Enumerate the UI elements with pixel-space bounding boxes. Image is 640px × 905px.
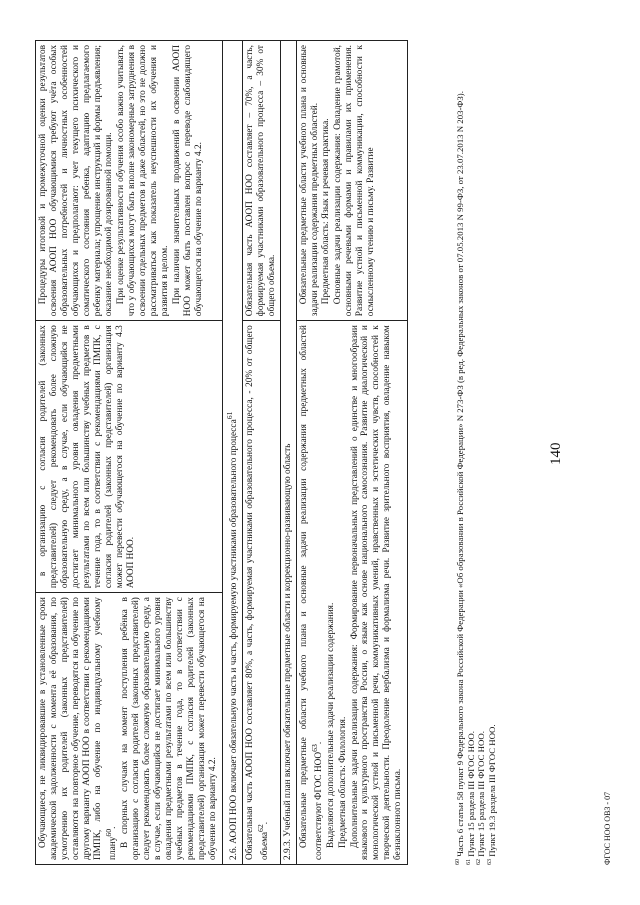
cell-col3: Обязательная часть АООП НОО составляет – 70%, а часть, формируемая участниками образовательного процесса – 30% от общего объема.: [242, 41, 280, 321]
footnote-number: 61: [465, 859, 472, 865]
comparison-table: [35, 40, 408, 865]
footnote-number: 60: [455, 859, 462, 865]
paragraph: Выделяются дополнительные задачи реализации содержания.: [325, 602, 336, 848]
cell-col2: [36, 321, 223, 593]
footnote-text: Пункт 15 раздела III ФГОС НОО.: [465, 731, 476, 857]
table-row: [36, 41, 223, 865]
paragraph: Обязательные предметные области учебного плана и основные задачи реализации содержания предметных областей.: [298, 45, 320, 317]
section-header: [222, 41, 242, 865]
footnote-ref: 63: [309, 744, 319, 752]
paragraph: Дополнительные задачи реализации содержания: Формирование первоначальных представлений о единстве и многообразии языкового и культурного пространства России, о языке как основе национального самосознания. Развитие диалогической и монологической устной и письменной речи, коммуникативных умений, нравственных и эстетических чувств, способностей к творческой деятельности. Преодоление вербализма и формализма речи. Развитие зрительного восприятия, овладение навыком безнаклонного письма.: [349, 325, 404, 860]
paragraph: Предметная область: Язык и речевая практика.: [321, 118, 332, 305]
footnote-number: 62: [476, 859, 483, 865]
paragraph: При оценке результативности обучения особо важно учитывать, что у обучающихся могут быть вполне закономерные затруднения в освоении отдельных предметов и даже областей, но это не должно рассматриваться как показатель неуспешности их обучения и развития в целом.: [115, 45, 170, 317]
section-header: 2.9.3. Учебный план включает обязательные предметные области и коррекционно-развивающую область: [280, 41, 296, 865]
table-row: [242, 41, 280, 865]
footnote-text: Часть 6 статьи 58 пункт 9 Федерального закона Российской Федерации «Об образовании в Российской Федерации» N 273-ФЗ (в ред. Федеральных законов от 07.05.2013 N 99-ФЗ, от 23.07.2013 N 203-ФЗ).: [455, 91, 465, 857]
paragraph: В спорных случаях на момент поступления ребёнка в организацию с согласия родителей (законных представителей) следует рекомендовать более сложную образовательную среду, а в случае, если обучающийся не достигает минимального уровня овладения предметными результатами по всем или большинству учебных предметов в течение года, то в соответствии с рекомендациями ПМПК, с согласия родителей (законных представителей) организация может перевести обучающегося на обучение по варианту 4.2.: [119, 597, 218, 860]
footnote-number: 63: [487, 859, 494, 865]
footnote: [487, 40, 498, 865]
footnote: [455, 40, 466, 865]
footnote-text: Пункт 19.3 раздела III ФГОС НОО.: [487, 724, 498, 857]
cell-col1: Обучающиеся, не ликвидировавшие в установленные сроки академической задолженности с момента её образования, по усмотрению их родителей (законных представителей) оставляются на повторное обучение, переводятся на обучение по другому варианту АООП НОО в соответствии с рекомендациями ПМПК, либо на обучение по индивидуальному учебному плану$^{60}$. В спорных случаях на момент поступления ребёнка в организацию с согласия родителей (законных представителей) следует рекомендовать более сложную образовательную среду, а в случае, если обучающийся не достигает минимального уровня овладения предметными результатами по всем или большинству учебных предметов в течение года, то в соответствии с рекомендациями ПМПК, с согласия родителей (законных представителей) организация может перевести обучающегося на обучение по варианту 4.2.: [36, 593, 223, 865]
paragraph: Обучающиеся, не ликвидировавшие в установленные сроки академической задолженности с момента её образования, по усмотрению их родителей (законных представителей) оставляются на повторное обучение, переводятся на обучение по другому варианту АООП НОО в соответствии с рекомендациями ПМПК, либо на обучение по индивидуальному учебному плану: [38, 597, 118, 860]
paragraph: Процедуры итоговой и промежуточной оценки результатов освоения АООП НОО обучающимися требуют учёта особых образовательных потребностей и личностных особенностей обучающихся и предполагают: учет текущего психического и соматического состояния ребенка, адаптацию предлагаемого ребенку материала; упрощение инструкций и формы предъявления; оказание необходимой дозированной помощи.: [38, 45, 114, 317]
header-text: 2.6. АООП НОО включает обязательную часть и часть, формируемую участниками образовательного процесса: [228, 419, 239, 860]
table-row: [296, 41, 408, 865]
footnote-ref: 61: [224, 411, 234, 420]
footnote-text: Пункт 15 раздела III ФГОС НОО.: [476, 731, 487, 857]
document-code: ФГОС НОО ОВЗ - 07: [603, 791, 612, 865]
paragraph: Обязательная часть АООП НОО составляет 80%, а часть, формируемая участниками образовательного процесса, - 20% от общего объема: [244, 325, 270, 860]
paragraph: При наличии значительных продвижений в освоении АООП НОО может быть поставлен вопрос о переводе слабовидящего обучающегося на обучение по варианту 4.2.: [171, 45, 204, 317]
footnote-ref: 60: [103, 828, 113, 837]
paragraph: Обязательные предметные области учебного плана и основные задачи реализации содержания предметных областей соответствуют ФГОС НОО: [298, 325, 324, 860]
footnotes: [455, 40, 498, 865]
page-number: 140: [548, 442, 564, 465]
paragraph: Предметная область: Филология.: [337, 716, 348, 848]
paragraph: в организацию с согласия родителей (законных представителей) следует рекомендовать более сложную образовательную среду, а в случае, если обучающийся не достигает минимального уровня овладения предметными результатами по всем или большинству учебных предметов в течение года, то в соответствии с рекомендациями ПМПК, с согласия родителей (законных представителей) организация может перевести обучающегося на обучение по варианту 4.3 АООП НОО.: [38, 325, 136, 589]
paragraph: Основные задачи реализации содержания: Овладение грамотой, основными речевыми формами и правилами их применения. Развитие устной и письменной коммуникации, способности к осмысленному чтению и письму. Развитие: [333, 45, 377, 317]
footnote: [466, 40, 477, 865]
cell-col3: [36, 41, 223, 321]
footnote: [476, 40, 487, 865]
table-row: [222, 41, 242, 865]
cell-col3: [296, 41, 408, 321]
cell-col12: Обязательные предметные области учебного плана и основные задачи реализации содержания предметных областей соответствуют ФГОС НОО$^{63}$. Выделяются дополнительные задачи реализации содержания. Предметная область: Филология. Дополнительные задачи реализации содержания: Формирование первоначальных представлений о единстве и многообразии языкового и культурного пространства России, о языке как основе национального самосознания. Развитие диалогической и монологической устной и письменной речи, коммуникативных умений, нравственных и эстетических чувств, способностей к творческой деятельности. Преодоление вербализма и формализма речи. Развитие зрительного восприятия, овладение навыком безнаклонного письма.: [296, 321, 408, 865]
table-row: [280, 41, 296, 865]
cell-col12: Обязательная часть АООП НОО составляет 80%, а часть, формируемая участниками образовательного процесса, - 20% от общего объема$^{62}$.: [242, 321, 280, 865]
footnote-ref: 62: [255, 824, 265, 832]
